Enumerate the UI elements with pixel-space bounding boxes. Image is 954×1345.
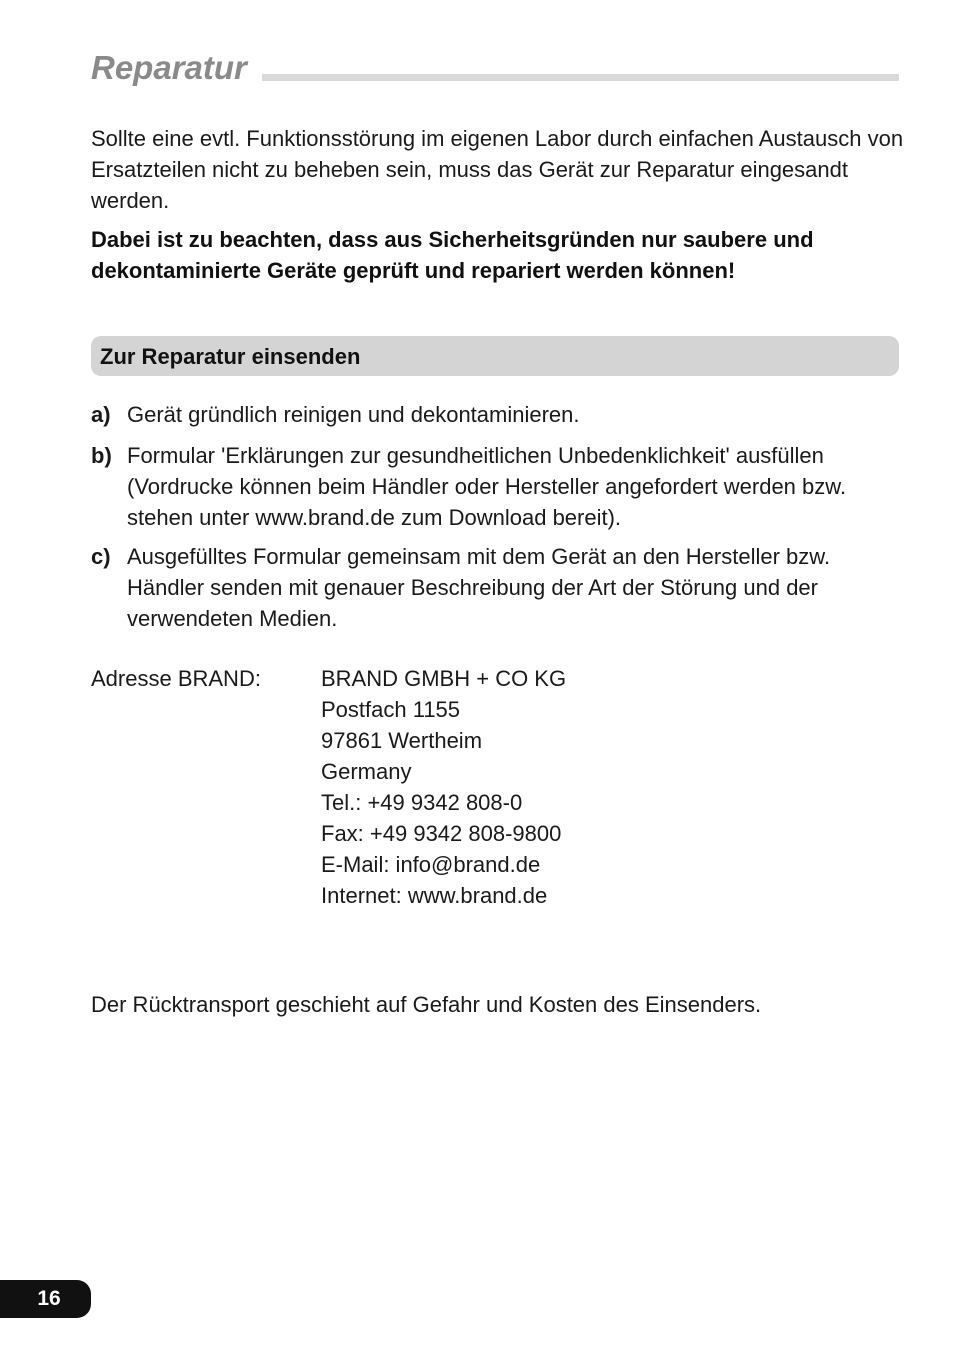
address-company: BRAND GMBH + CO KG [321, 666, 567, 691]
address-city: 97861 Wertheim [321, 728, 483, 753]
intro-paragraph: Sollte eine evtl. Funktionsstörung im eigenen Labor durch einfachen Austausch von Ersatzteilen nicht zu beheben sein, muss das Gerät zur Reparatur eingesandt werden. [91, 126, 904, 213]
address-block [321, 663, 566, 911]
list-marker: a) [91, 402, 111, 427]
list-marker: b) [91, 443, 112, 468]
address-fax: Fax: +49 9342 808-9800 [321, 821, 562, 846]
address-email: E-Mail: info@brand.de [321, 852, 541, 877]
closing-paragraph: Der Rücktransport geschieht auf Gefahr und Kosten des Einsenders. [91, 992, 762, 1017]
list-text: Ausgefülltes Formular gemeinsam mit dem Gerät an den Hersteller bzw. Händler senden mit genauer Beschreibung der Art der Störung und der verwendeten Medien. [127, 544, 831, 631]
address-country: Germany [321, 759, 412, 784]
page-title: Reparatur [91, 49, 247, 86]
list-text: Formular 'Erklärungen zur gesundheitlichen Unbedenklichkeit' ausfüllen (Vordrucke können beim Händler oder Hersteller angefordert werden bzw. stehen unter www.brand.de zum Download bereit). [127, 443, 847, 530]
title-rule [262, 74, 899, 81]
page-number: 16 [37, 1287, 61, 1310]
section-title: Zur Reparatur einsenden [100, 344, 361, 369]
address-postbox: Postfach 1155 [321, 697, 461, 722]
address-phone: Tel.: +49 9342 808-0 [321, 790, 523, 815]
list-marker: c) [91, 544, 111, 569]
list-text: Gerät gründlich reinigen und dekontaminieren. [127, 402, 580, 427]
address-website: Internet: www.brand.de [321, 883, 548, 908]
address-label: Adresse BRAND: [91, 666, 261, 691]
warning-paragraph: Dabei ist zu beachten, dass aus Sicherheitsgründen nur saubere und dekontaminierte Geräte geprüft und repariert werden können! [91, 227, 814, 283]
